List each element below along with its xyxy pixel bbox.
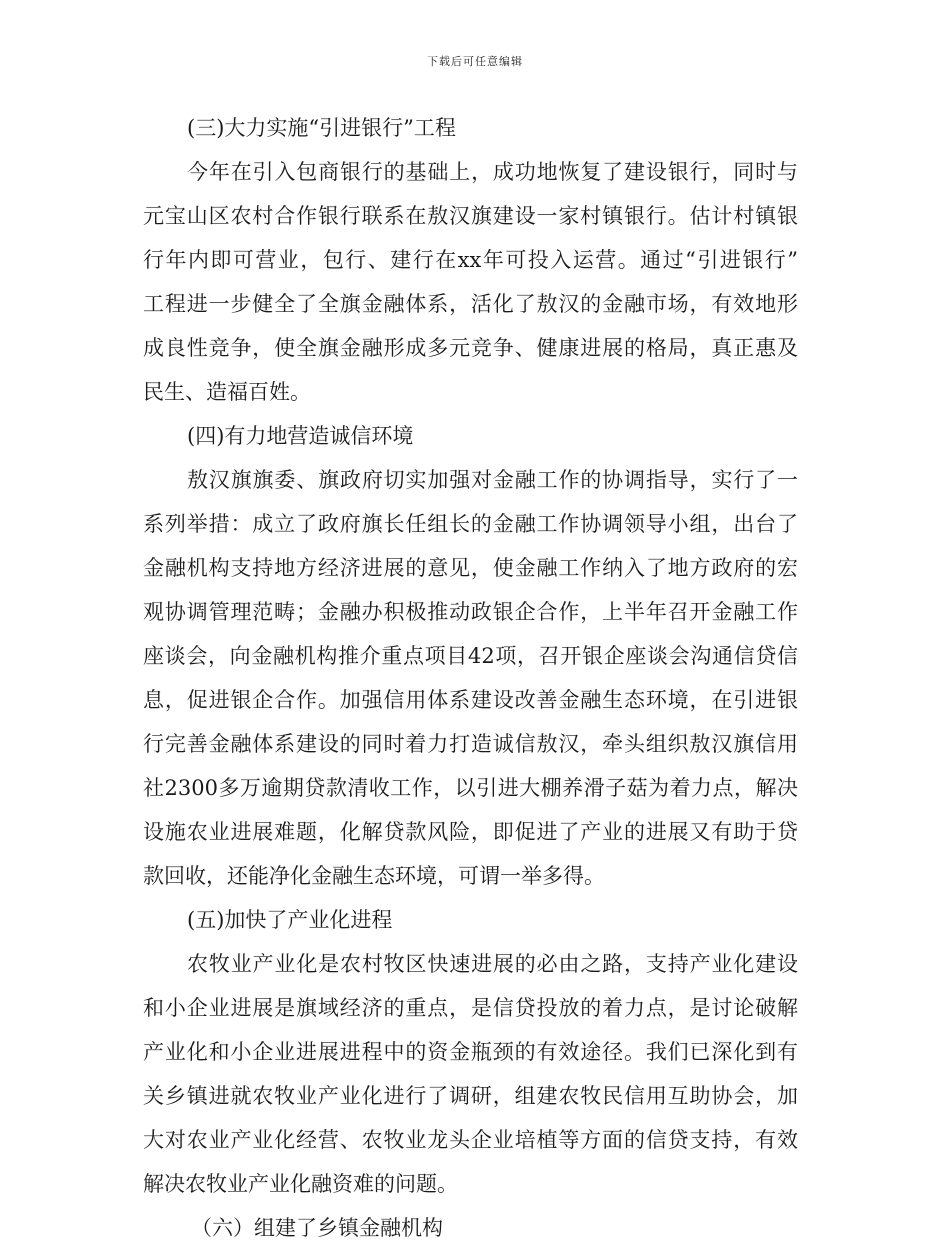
paragraph-line: 行年内即可营业，包行、建行在xx年可投入运营。通过“引进银行” — [143, 248, 798, 272]
paragraph-line: 元宝山区农村合作银行联系在敖汉旗建设一家村镇银行。估计村镇银 — [143, 204, 798, 228]
paragraph-line: 民生、造福百姓。 — [143, 380, 311, 404]
paragraph-line: 金融机构支持地方经济进展的意见，使金融工作纳入了地方政府的宏 — [143, 556, 798, 580]
paragraph-line: 农牧业产业化是农村牧区快速进展的必由之路，支持产业化建设 — [187, 952, 798, 976]
section-heading: (三)大力实施“引进银行”工程 — [187, 116, 456, 140]
paragraph-line: 社2300多万逾期贷款清收工作，以引进大棚养滑子菇为着力点，解决 — [143, 776, 798, 800]
section-heading: （六）组建了乡镇金融机构 — [191, 1216, 443, 1240]
paragraph-line: 工程进一步健全了全旗金融体系，活化了敖汉的金融市场，有效地形 — [143, 292, 798, 316]
paragraph-line: 敖汉旗旗委、旗政府切实加强对金融工作的协调指导，实行了一 — [187, 468, 798, 492]
paragraph-line: 产业化和小企业进展进程中的资金瓶颈的有效途径。我们已深化到有 — [143, 1040, 798, 1064]
paragraph-line: 成良性竞争，使全旗金融形成多元竞争、健康进展的格局，真正惠及 — [143, 336, 798, 360]
paragraph-line: 今年在引入包商银行的基础上，成功地恢复了建设银行，同时与 — [187, 160, 798, 184]
paragraph-line: 系列举措：成立了政府旗长任组长的金融工作协调领导小组，出台了 — [143, 512, 798, 536]
paragraph-line: 款回收，还能净化金融生态环境，可谓一举多得。 — [143, 864, 605, 888]
paragraph-line: 设施农业进展难题，化解贷款风险，即促进了产业的进展又有助于贷 — [143, 820, 798, 844]
paragraph-line: 座谈会，向金融机构推介重点项目42项，召开银企座谈会沟通信贷信 — [143, 644, 798, 668]
paragraph-line: 解决农牧业产业化融资难的问题。 — [143, 1172, 458, 1196]
paragraph-line: 和小企业进展是旗域经济的重点，是信贷投放的着力点，是讨论破解 — [143, 996, 798, 1020]
section-heading: (五)加快了产业化进程 — [187, 908, 393, 932]
page-header: 下载后可任意编辑 — [427, 55, 523, 68]
document-body — [143, 106, 798, 1250]
paragraph-line: 观协调管理范畴；金融办积极推动政银企合作，上半年召开金融工作 — [143, 600, 798, 624]
paragraph-line: 息，促进银企合作。加强信用体系建设改善金融生态环境，在引进银 — [143, 688, 798, 712]
paragraph-line: 大对农业产业化经营、农牧业龙头企业培植等方面的信贷支持，有效 — [143, 1128, 798, 1152]
paragraph-line: 关乡镇进就农牧业产业化进行了调研，组建农牧民信用互助协会，加 — [143, 1084, 798, 1108]
paragraph-line: 行完善金融体系建设的同时着力打造诚信敖汉，牵头组织敖汉旗信用 — [143, 732, 798, 756]
section-heading: (四)有力地营造诚信环境 — [187, 424, 414, 448]
